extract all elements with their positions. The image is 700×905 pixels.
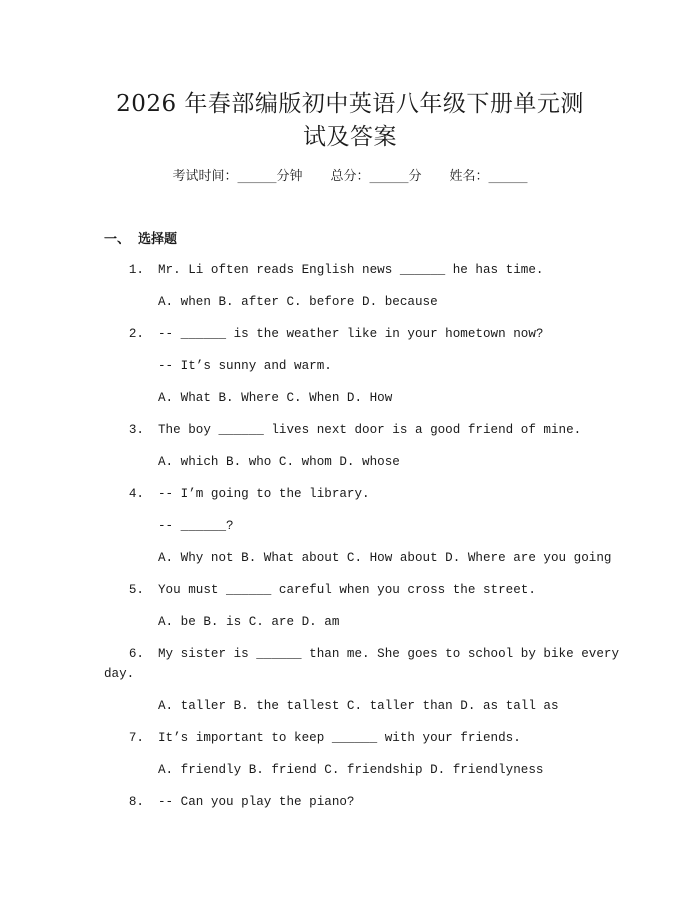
question-3-options: A. which B. who C. whom D. whose (158, 455, 400, 469)
question-7-number: 7. (128, 731, 144, 745)
question-4-stem: -- I’m going to the library. (158, 487, 370, 501)
question-1-number: 1. (128, 263, 144, 277)
question-2-reply: -- It’s sunny and warm. (158, 359, 332, 373)
question-3-stem: The boy ______ lives next door is a good friend of mine. (158, 423, 582, 437)
question-6-options: A. taller B. the tallest C. taller than D. as tall as (158, 699, 559, 713)
question-7-stem: It’s important to keep ______ with your friends. (158, 731, 521, 745)
question-4-number: 4. (128, 487, 144, 501)
question-8-number: 8. (128, 795, 144, 809)
exam-meta (0, 166, 700, 188)
student-name-field: 姓名：______ (449, 169, 528, 184)
question-2-options: A. What B. Where C. When D. How (158, 391, 393, 405)
question-7-options: A. friendly B. friend C. friendship D. friendlyness (158, 763, 544, 777)
question-4-reply: -- ______? (158, 519, 234, 533)
section-heading (104, 229, 177, 251)
question-1-options: A. when B. after C. before D. because (158, 295, 438, 309)
question-6-stem: My sister is ______ than me. She goes to school by bike every (158, 647, 620, 661)
question-3-number: 3. (128, 423, 144, 437)
question-5-number: 5. (128, 583, 144, 597)
question-6-number: 6. (128, 647, 144, 661)
document-title-line-2: 试及答案 (303, 124, 397, 150)
total-score-field: 总分：______分 (330, 169, 422, 184)
document-title-line-1: 2026 年春部编版初中英语八年级下册单元测 (116, 91, 584, 117)
question-5-stem: You must ______ careful when you cross the street. (158, 583, 536, 597)
question-5-options: A. be B. is C. are D. am (158, 615, 340, 629)
question-2-stem: -- ______ is the weather like in your hometown now? (158, 327, 544, 341)
question-2-number: 2. (128, 327, 144, 341)
exam-time-field: 考试时间：______分钟 (172, 169, 303, 184)
question-4-options: A. Why not B. What about C. How about D. Where are you going (158, 551, 612, 565)
section-number: 一、 (104, 232, 131, 247)
question-6-stem-wrap: day. (104, 667, 135, 681)
question-1-stem: Mr. Li often reads English news ______ he has time. (158, 263, 544, 277)
section-title: 选择题 (138, 232, 178, 247)
question-8-stem: -- Can you play the piano? (158, 795, 355, 809)
